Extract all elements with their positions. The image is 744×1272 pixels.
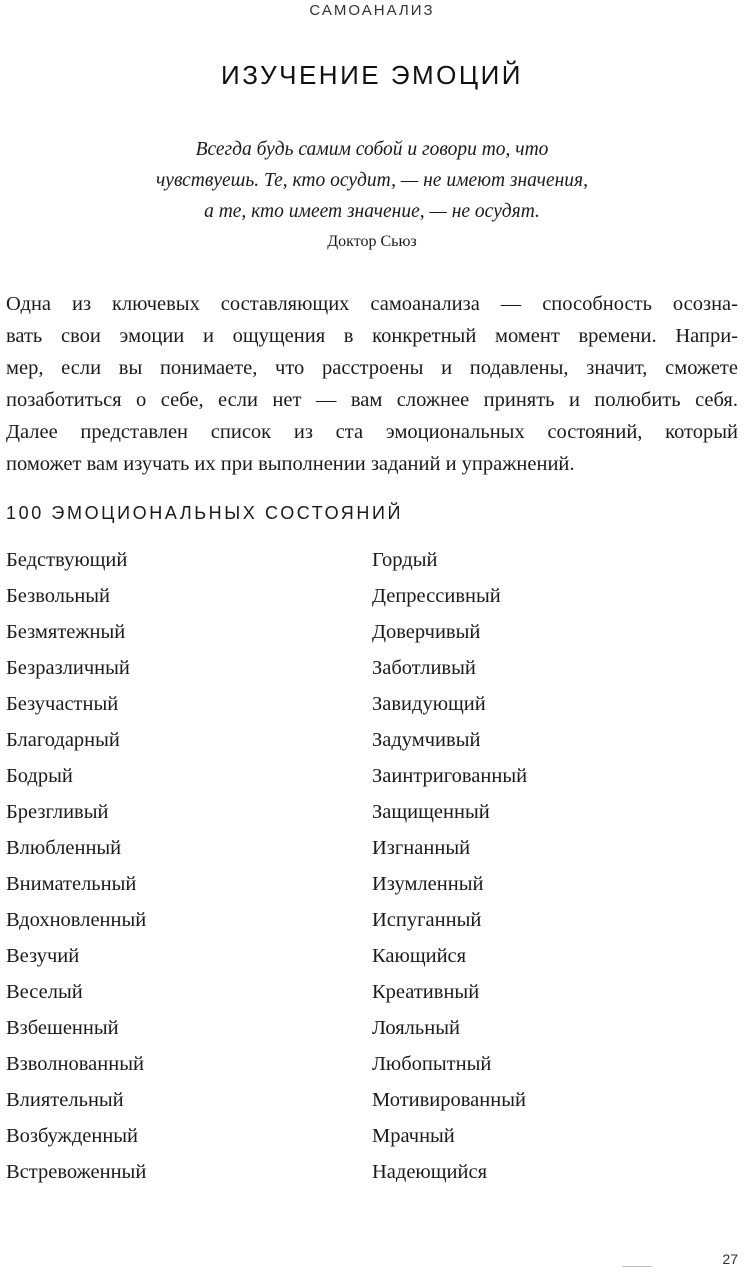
page-number: 27 xyxy=(722,1251,738,1267)
emotion-item: Благодарный xyxy=(6,729,120,751)
emotion-item: Веселый xyxy=(6,981,83,1003)
emotions-column-right xyxy=(372,542,527,1190)
emotion-item: Взбешенный xyxy=(6,1017,119,1039)
emotion-item: Встревоженный xyxy=(6,1161,147,1183)
emotion-item: Безразличный xyxy=(6,657,130,679)
emotion-item: Влюбленный xyxy=(6,837,122,859)
body-line: позаботиться о себе, если нет — вам сложнее принять и полюбить себя. xyxy=(6,389,738,411)
body-line: вать свои эмоции и ощущения в конкретный момент времени. Напри- xyxy=(6,325,738,347)
emotion-item: Возбужденный xyxy=(6,1125,139,1147)
emotion-item: Доверчивый xyxy=(372,621,481,643)
emotion-item: Брезгливый xyxy=(6,801,109,823)
emotion-item: Депрессивный xyxy=(372,585,501,607)
emotion-item: Вдохновленный xyxy=(6,909,147,931)
emotion-item: Везучий xyxy=(6,945,80,967)
emotion-item: Лояльный xyxy=(372,1017,460,1039)
emotion-item: Заботливый xyxy=(372,657,476,679)
body-line: поможет вам изучать их при выполнении заданий и упражнений. xyxy=(6,453,575,475)
emotion-item: Креативный xyxy=(372,981,480,1003)
emotion-item: Кающийся xyxy=(372,945,467,967)
emotion-item: Взволнованный xyxy=(6,1053,144,1075)
emotion-item: Безмятежный xyxy=(6,621,126,643)
emotion-item: Надеющийся xyxy=(372,1161,488,1183)
emotion-item: Бодрый xyxy=(6,765,73,787)
emotion-item: Внимательный xyxy=(6,873,137,895)
body-paragraph xyxy=(6,288,738,480)
emotion-item: Безвольный xyxy=(6,585,111,607)
running-head: САМОАНАЛИЗ xyxy=(309,2,435,19)
section-heading: 100 ЭМОЦИОНАЛЬНЫХ СОСТОЯНИЙ xyxy=(6,503,404,523)
epigraph xyxy=(0,134,744,255)
epigraph-line: чувствуешь. Те, кто осудит, — не имеют значения, xyxy=(155,170,588,191)
emotion-item: Изгнанный xyxy=(372,837,471,859)
body-line: Далее представлен список из ста эмоциональных состояний, который xyxy=(6,421,738,443)
emotion-item: Любопытный xyxy=(372,1053,492,1075)
chapter-title: ИЗУЧЕНИЕ ЭМОЦИЙ xyxy=(221,60,523,90)
emotions-list xyxy=(6,542,738,1192)
emotion-item: Испуганный xyxy=(372,909,482,931)
emotions-column-left xyxy=(6,542,146,1190)
emotion-item: Мотивированный xyxy=(372,1089,526,1111)
emotion-item: Заинтригованный xyxy=(372,765,528,787)
emotion-item: Завидующий xyxy=(372,693,486,715)
emotion-item: Мрачный xyxy=(372,1125,455,1147)
body-line: Одна из ключевых составляющих самоанализа — способность осозна- xyxy=(6,293,738,315)
emotion-item: Влиятельный xyxy=(6,1089,124,1111)
body-line: мер, если вы понимаете, что расстроены и подавлены, значит, сможете xyxy=(6,357,738,379)
emotion-item: Изумленный xyxy=(372,873,484,895)
emotion-item: Защищенный xyxy=(372,801,490,823)
emotion-item: Гордый xyxy=(372,549,438,571)
epigraph-author: Доктор Сьюз xyxy=(327,233,417,250)
epigraph-line: Всегда будь самим собой и говори то, что xyxy=(195,139,549,160)
emotion-item: Задумчивый xyxy=(372,729,481,751)
epigraph-line: а те, кто имеет значение, — не осудят. xyxy=(204,201,540,222)
emotion-item: Бедствующий xyxy=(6,549,128,571)
emotion-item: Безучастный xyxy=(6,693,119,715)
footer-rule xyxy=(622,1266,652,1267)
